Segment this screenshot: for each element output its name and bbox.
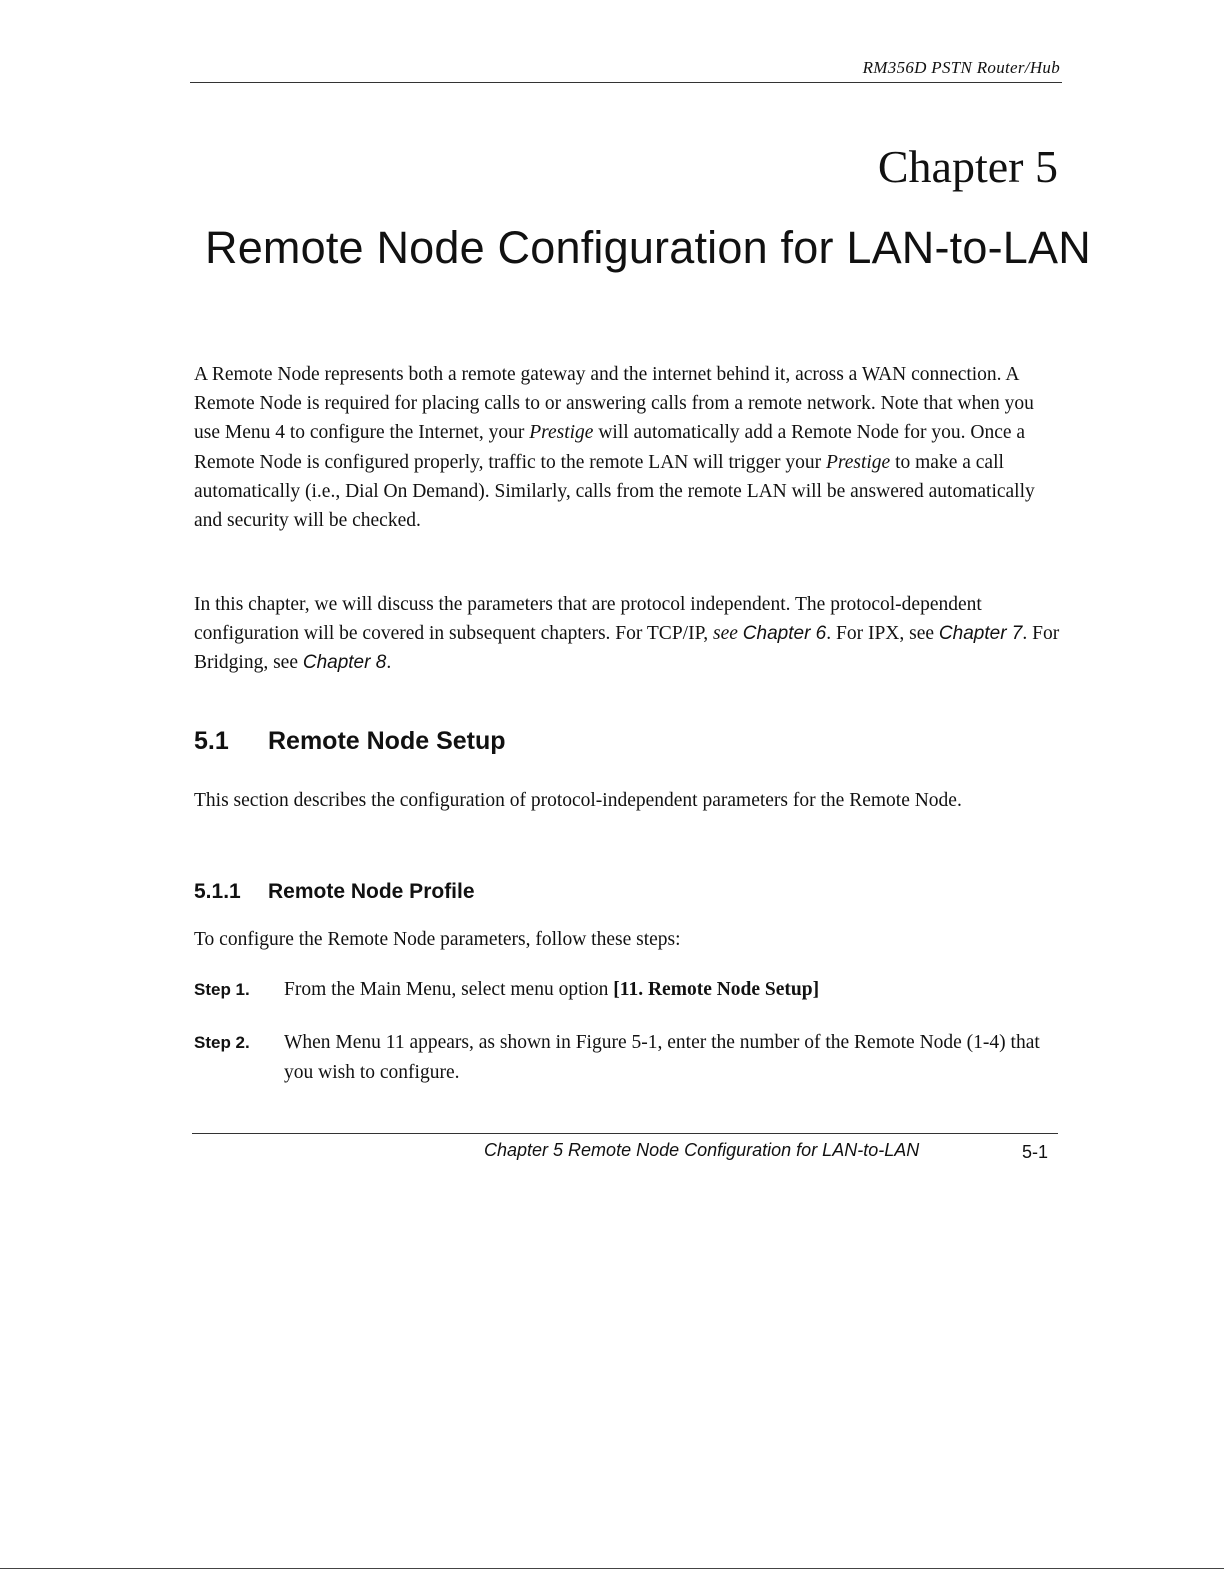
running-header: RM356D PSTN Router/Hub	[862, 58, 1060, 77]
product-name: Prestige	[825, 451, 891, 473]
step-label: Step 2.	[194, 1033, 250, 1052]
footer-rule	[192, 1133, 1058, 1134]
see-word: see	[713, 623, 738, 645]
step-text: When Menu 11 appears, as shown in Figure 5-1, enter the number of the Remote Node (1-4) that you wish to configure.	[284, 1032, 1040, 1083]
step-item	[194, 975, 1064, 1005]
subsection-title: Remote Node Profile	[268, 880, 475, 903]
chapter-7-reference: Chapter 7	[938, 623, 1023, 645]
step-item	[194, 1028, 1064, 1088]
step-text-plain: From the Main Menu, select menu option	[284, 979, 614, 1000]
intro-text-c: to make a call automatically (i.e., Dial On Demand). Similarly, calls from the remote LAN will be answered automatically and security will be checked.	[194, 451, 1035, 532]
section-description: This section describes the configuration of protocol-independent parameters for the Remote Node.	[194, 790, 962, 811]
subsection-number: 5.1.1	[194, 880, 241, 903]
intro-text-a: A Remote Node represents both a remote gateway and the internet behind it, across a WAN connection. A Remote Node is required for placing calls to or answering calls from a remote network. Note that when you use Menu 4 to configure the Internet, your	[194, 364, 1034, 444]
protocol-text-d: .	[386, 652, 392, 674]
product-name: Prestige	[529, 422, 594, 444]
header-rule	[190, 82, 1062, 83]
steps-intro: To configure the Remote Node parameters, follow these steps:	[194, 929, 681, 950]
section-title: Remote Node Setup	[268, 727, 506, 755]
section-heading	[194, 727, 506, 756]
page-number: 5-1	[1022, 1142, 1049, 1162]
chapter-8-reference: Chapter 8	[302, 652, 387, 674]
chapter-6-reference: Chapter 6	[742, 623, 827, 645]
section-number: 5.1	[194, 727, 229, 755]
chapter-title: Remote Node Configuration for LAN-to-LAN	[205, 222, 1091, 273]
chapter-label: Chapter 5	[877, 141, 1058, 192]
protocol-text-c: . For Bridging, see	[194, 623, 1060, 674]
subsection-heading	[194, 880, 475, 904]
intro-paragraph	[194, 360, 1064, 535]
protocol-text-a: In this chapter, we will discuss the parameters that are protocol independent. The protocol-dependent configuration will be covered in subsequent chapters. For TCP/IP,	[194, 594, 982, 645]
step-text	[284, 975, 1064, 1005]
menu-option: [11. Remote Node Setup]	[613, 979, 820, 1000]
scan-edge-rule	[0, 1568, 1224, 1569]
footer-chapter-title: Chapter 5 Remote Node Configuration for LAN-to-LAN	[484, 1140, 920, 1160]
step-label: Step 1.	[194, 980, 250, 999]
protocol-text-b: . For IPX, see	[826, 623, 939, 645]
protocol-paragraph	[194, 590, 1064, 678]
intro-text-b: will automatically add a Remote Node for you. Once a Remote Node is configured properly, traffic to the remote LAN will trigger your	[194, 422, 1026, 473]
